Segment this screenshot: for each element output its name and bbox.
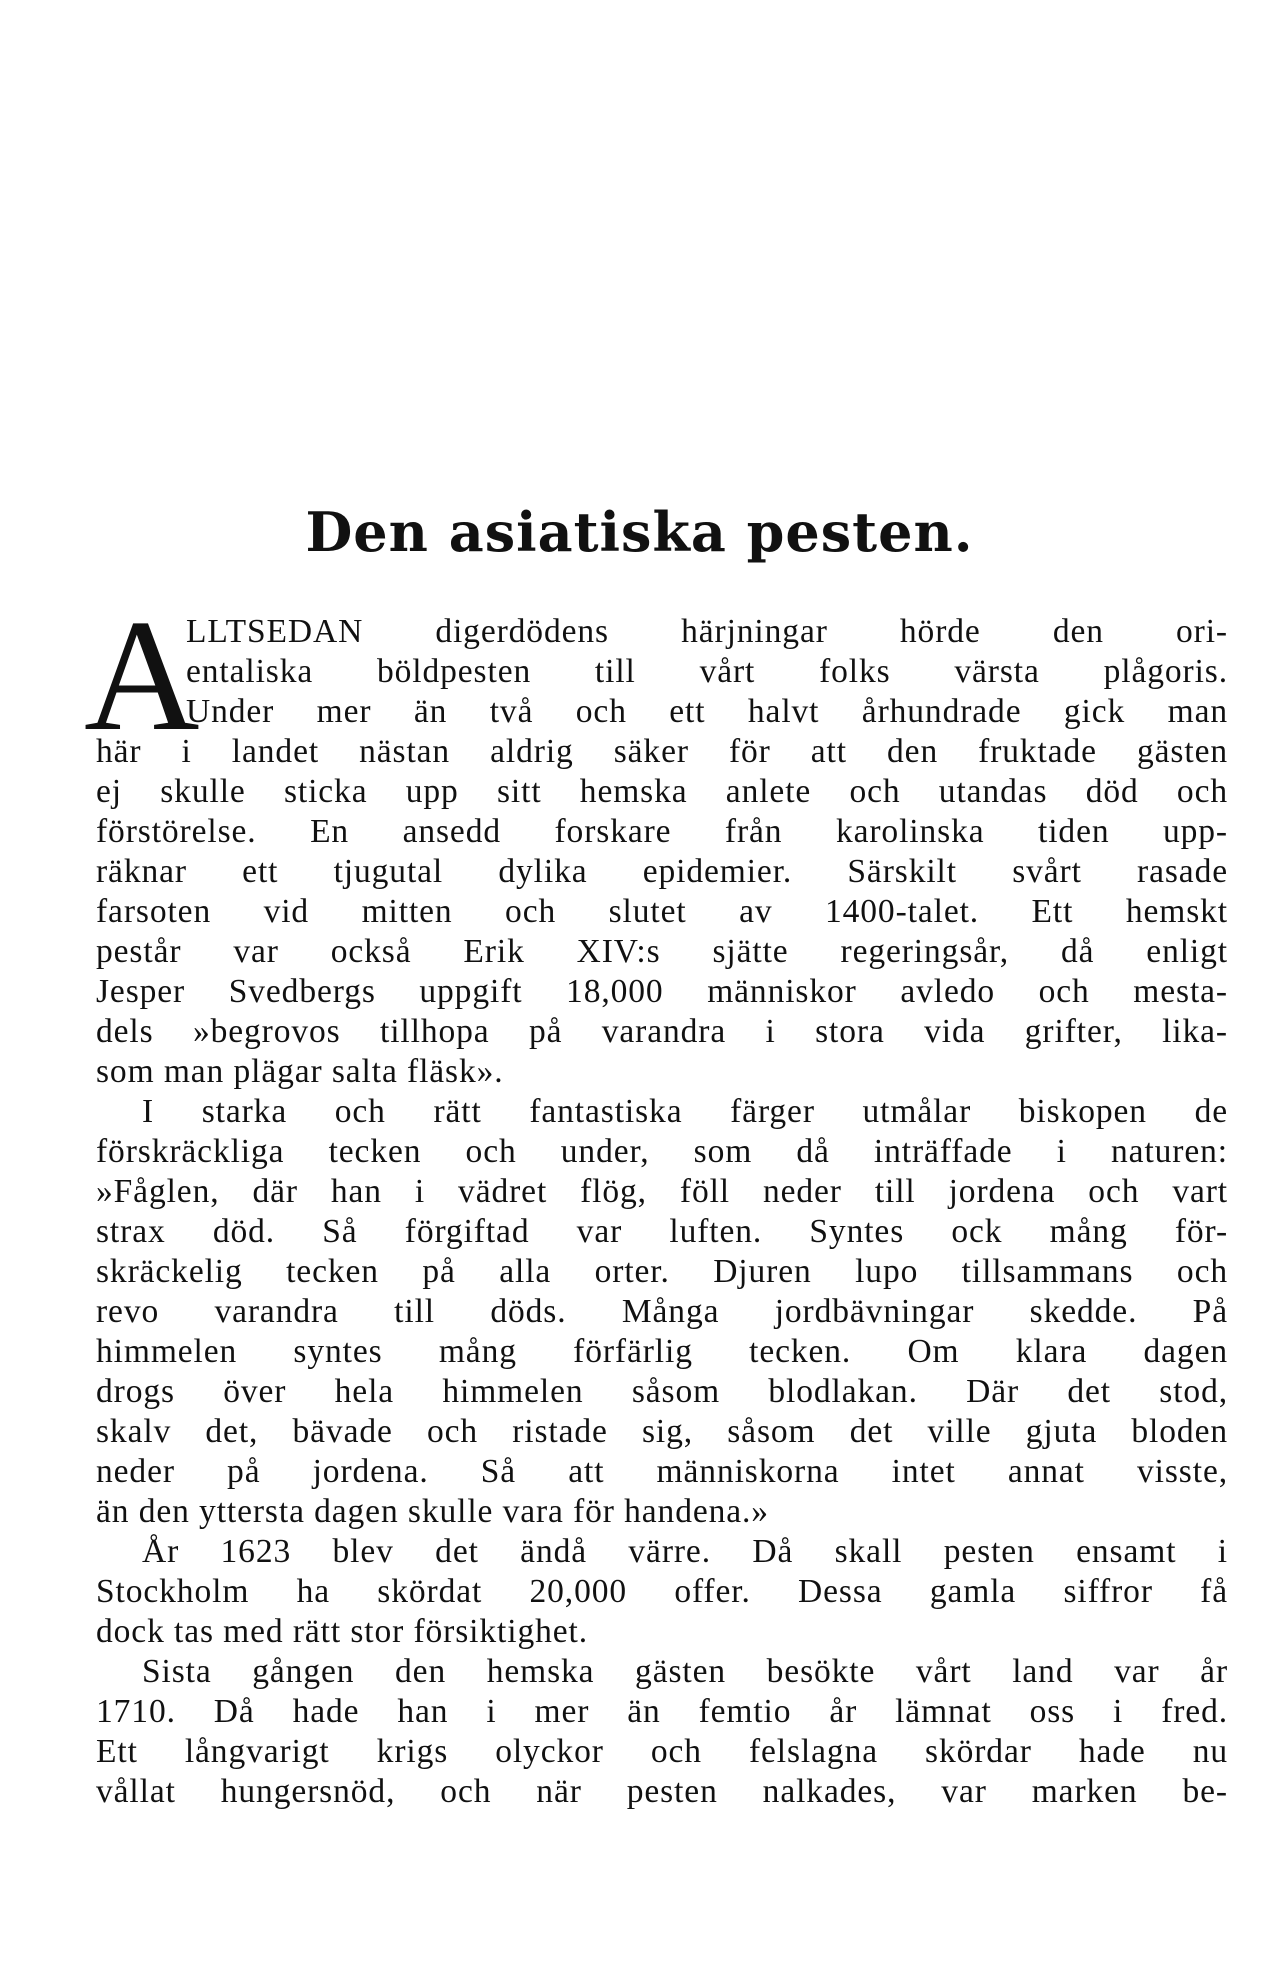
text-line: himmelen syntes mång förfärlig tecken. Om klara dagen xyxy=(96,1333,1228,1370)
text-line: här i landet nästan aldrig säker för att den fruktade gästen xyxy=(96,733,1228,770)
text-line: entaliska böldpesten till vårt folks värsta plågoris. xyxy=(186,653,1228,690)
text-line: 1710. Då hade han i mer än femtio år lämnat oss i fred. xyxy=(96,1693,1228,1730)
text-line: än den yttersta dagen skulle vara för handena.» xyxy=(96,1493,769,1530)
page-title: Den asiatiska pesten. xyxy=(305,500,974,564)
text-line: strax död. Så förgiftad var luften. Syntes ock mång för- xyxy=(96,1213,1228,1250)
text-line: ej skulle sticka upp sitt hemska anlete och utandas död och xyxy=(96,773,1228,810)
text-line: drogs över hela himmelen såsom blodlakan. Där det stod, xyxy=(96,1373,1228,1410)
drop-cap: A xyxy=(84,586,200,764)
text-line: dels »begrovos tillhopa på varandra i stora vida grifter, lika- xyxy=(96,1013,1228,1050)
text-line: Under mer än två och ett halvt århundrade gick man xyxy=(186,693,1228,730)
text-line: revo varandra till döds. Många jordbävningar skedde. På xyxy=(96,1293,1228,1330)
text-line: I starka och rätt fantastiska färger utmålar biskopen de xyxy=(142,1093,1228,1130)
text-line: neder på jordena. Så att människorna intet annat visste, xyxy=(96,1453,1228,1490)
text-line: »Fåglen, där han i vädret flög, föll neder till jordena och vart xyxy=(96,1173,1228,1210)
text-line: som man plägar salta fläsk». xyxy=(96,1053,504,1090)
text-line: dock tas med rätt stor försiktighet. xyxy=(96,1613,588,1650)
text-line: Stockholm ha skördat 20,000 offer. Dessa gamla siffror få xyxy=(96,1573,1228,1610)
text-line: pestår var också Erik XIV:s sjätte regeringsår, då enligt xyxy=(96,933,1228,970)
text-line: vållat hungersnöd, och när pesten nalkades, var marken be- xyxy=(96,1773,1228,1810)
text-line: Sista gången den hemska gästen besökte vårt land var år xyxy=(142,1653,1228,1690)
text-line: År 1623 blev det ändå värre. Då skall pesten ensamt i xyxy=(142,1533,1228,1570)
text-line: LLTSEDAN digerdödens härjningar hörde den ori- xyxy=(186,613,1228,650)
text-line: skräckelig tecken på alla orter. Djuren lupo tillsammans och xyxy=(96,1253,1228,1290)
text-line: skalv det, bävade och ristade sig, såsom det ville gjuta bloden xyxy=(96,1413,1228,1450)
text-line: förskräckliga tecken och under, som då inträffade i naturen: xyxy=(96,1133,1228,1170)
text-line: Jesper Svedbergs uppgift 18,000 människor avledo och mesta- xyxy=(96,973,1228,1010)
body-text xyxy=(96,612,1228,1812)
text-line: förstörelse. En ansedd forskare från karolinska tiden upp- xyxy=(96,813,1228,850)
text-line: Ett långvarigt krigs olyckor och felslagna skördar hade nu xyxy=(96,1733,1228,1770)
text-line: farsoten vid mitten och slutet av 1400-talet. Ett hemskt xyxy=(96,893,1228,930)
text-line: räknar ett tjugutal dylika epidemier. Särskilt svårt rasade xyxy=(96,853,1228,890)
